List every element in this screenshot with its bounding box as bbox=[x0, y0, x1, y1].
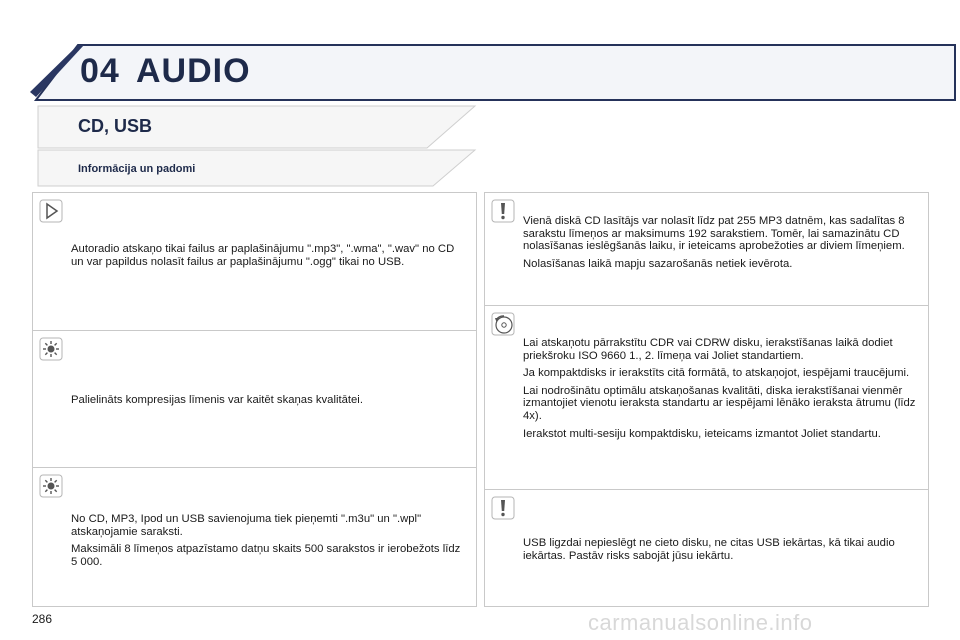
paragraph: USB ligzdai nepieslēgt ne cieto disku, ne citas USB iekārtas, kā tikai audio iekārtas. Pastāv risks sabojāt jūsu iekārtu. bbox=[523, 537, 895, 562]
info-panel-cd-recording bbox=[484, 305, 929, 491]
panel-body bbox=[523, 215, 921, 275]
subsection-title: Informācija un padomi bbox=[78, 163, 196, 175]
paragraph: Autoradio atskaņo tikai failus ar paplašinājumu ".mp3", ".wma", ".wav" no CD un var papildus nolasīt failus ar paplašinājumu ".ogg" tikai no USB. bbox=[71, 243, 455, 268]
chapter-title: AUDIO bbox=[136, 52, 251, 90]
lightbulb-icon bbox=[39, 337, 63, 361]
paragraph: Maksimāli 8 līmeņos atpazīstamo datņu skaits 500 sarakstos ir ierobežots līdz 5 000. bbox=[71, 543, 461, 568]
warning-panel-usb bbox=[484, 489, 929, 607]
chapter-number: 04 bbox=[80, 52, 120, 90]
info-panel-file-formats bbox=[32, 192, 477, 332]
paragraph: Lai nodrošinātu optimālu atskaņošanas kvalitāti, diska ierakstīšanai vienmēr izmantojiet vienotu ieraksta standartu ar iespējami lēnāko ieraksta ātrumu (līdz 4x). bbox=[523, 384, 916, 422]
panel-body bbox=[71, 513, 469, 573]
panel-body bbox=[523, 537, 921, 567]
section-title: CD, USB bbox=[78, 116, 153, 136]
panel-body bbox=[71, 243, 469, 273]
paragraph: Palielināts kompresijas līmenis var kaitēt skaņas kvalitātei. bbox=[71, 394, 363, 406]
tip-panel-playlists bbox=[32, 467, 477, 607]
paragraph: Ierakstot multi-sesiju kompaktdisku, ieteicams izmantot Joliet standartu. bbox=[523, 427, 881, 440]
lightbulb-icon bbox=[39, 474, 63, 498]
exclamation-icon bbox=[491, 496, 515, 520]
play-triangle-icon bbox=[39, 199, 63, 223]
paragraph: Nolasīšanas laikā mapju sazarošanās netiek ievērota. bbox=[523, 257, 793, 270]
panel-body bbox=[71, 394, 469, 412]
tip-panel-compression bbox=[32, 330, 477, 469]
watermark: carmanualsonline.info bbox=[588, 610, 813, 635]
exclamation-icon bbox=[491, 199, 515, 223]
panel-body bbox=[523, 337, 921, 445]
warning-panel-mp3-limits bbox=[484, 192, 929, 307]
paragraph: No CD, MP3, Ipod un USB savienojuma tiek pieņemti ".m3u" un ".wpl" atskaņojamie saraksti. bbox=[71, 513, 422, 538]
page-number: 286 bbox=[32, 612, 53, 626]
paragraph: Lai atskaņotu pārrakstītu CDR vai CDRW disku, ierakstīšanas laikā dodiet priekšroku ISO 9660 1., 2. līmeņa vai Joliet standartiem. bbox=[523, 337, 893, 362]
disc-icon bbox=[491, 312, 515, 336]
paragraph: Ja kompaktdisks ir ierakstīts citā formātā, to atskaņojot, iespējami traucējumi. bbox=[523, 367, 910, 380]
paragraph: Vienā diskā CD lasītājs var nolasīt līdz pat 255 MP3 datnēm, kas sadalītas 8 sarakstu līmeņos ar maksimums 192 sarakstiem. Tomēr, lai samazinātu CD nolasīšanas ieslēgšanās laiku, ir ieteicams aprobežoties ar diviem līmeņiem. bbox=[523, 215, 905, 253]
